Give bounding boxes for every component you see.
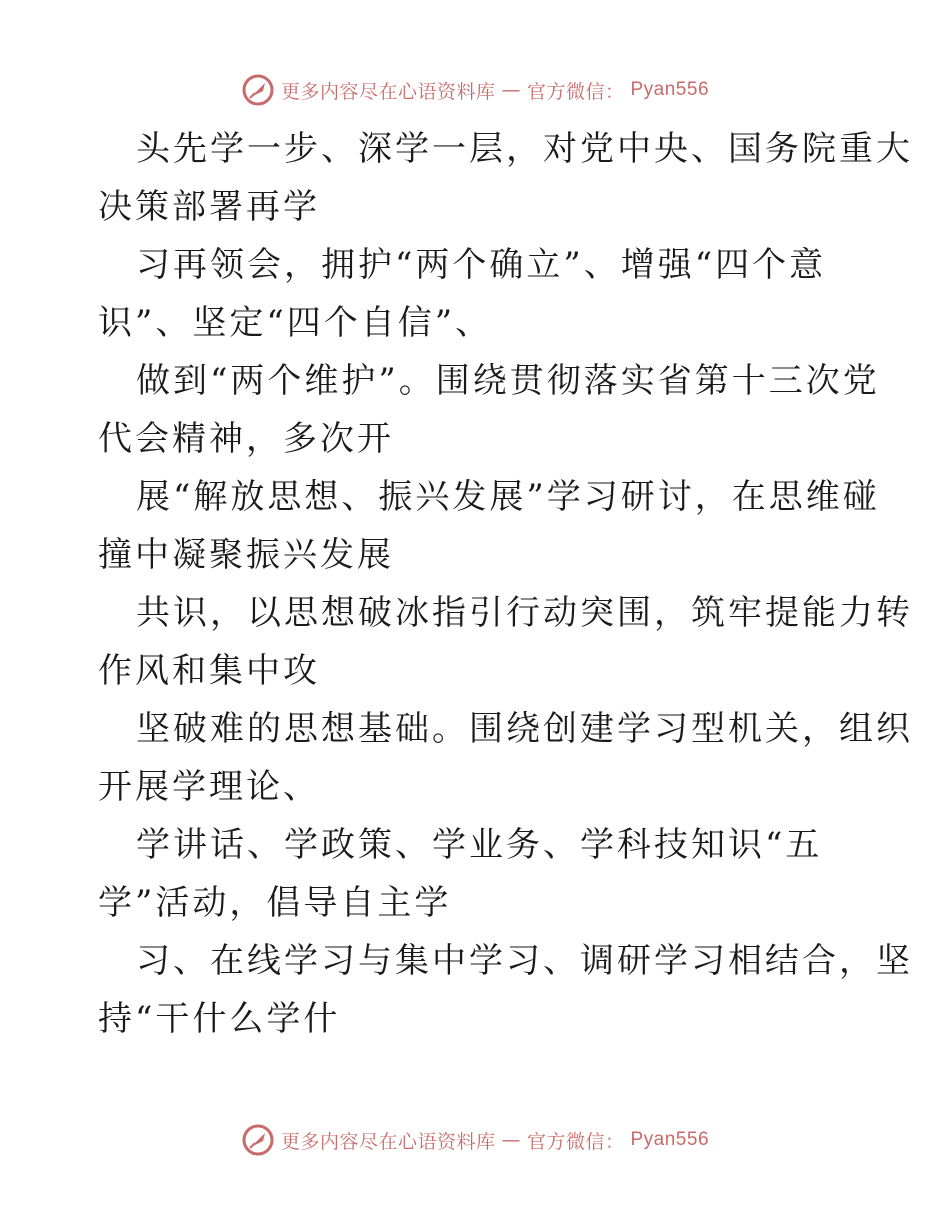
text-line: 坚破难的思想基础。围绕创建学习型机关，组织 — [136, 709, 913, 749]
watermark-contact-id: Pyan556 — [630, 79, 710, 100]
text-line: 共识，以思想破冰指引行动突围，筑牢提能力转 — [136, 593, 913, 633]
text-line: 代会精神，多次开 — [98, 419, 394, 459]
text-line: 撞中凝聚振兴发展 — [98, 535, 394, 575]
text-line: 决策部署再学 — [98, 187, 320, 227]
text-line: 展“解放思想、振兴发展”学习研讨，在思维碰 — [136, 477, 880, 517]
quill-logo-icon — [241, 1123, 275, 1157]
text-line: 学”活动，倡导自主学 — [98, 883, 452, 923]
text-line: 作风和集中攻 — [98, 651, 320, 691]
text-line: 开展学理论、 — [98, 767, 320, 807]
watermark-contact-label: 官方微信： — [526, 80, 625, 103]
text-line: 持“干什么学什 — [98, 999, 341, 1039]
watermark-contact-id: Pyan556 — [630, 1129, 710, 1150]
watermark-separator: — — [501, 79, 521, 101]
watermark-contact-label: 官方微信： — [526, 1130, 625, 1153]
text-line: 识”、坚定“四个自信”、 — [98, 303, 493, 343]
text-line: 学讲话、学政策、学业务、学科技知识“五 — [136, 825, 823, 865]
header-watermark — [0, 70, 950, 110]
watermark-separator: — — [501, 1129, 521, 1151]
footer-watermark — [0, 1120, 950, 1160]
text-line: 头先学一步、深学一层，对党中央、国务院重大 — [136, 129, 913, 169]
watermark-main-text: 更多内容尽在心语资料库 — [280, 1130, 496, 1153]
document-body — [98, 120, 913, 1048]
text-line: 习、在线学习与集中学习、调研学习相结合，坚 — [136, 941, 913, 981]
watermark-main-text: 更多内容尽在心语资料库 — [280, 80, 496, 103]
text-line: 做到“两个维护”。围绕贯彻落实省第十三次党 — [136, 361, 880, 401]
quill-logo-icon — [241, 73, 275, 107]
text-line: 习再领会，拥护“两个确立”、增强“四个意 — [136, 245, 827, 285]
